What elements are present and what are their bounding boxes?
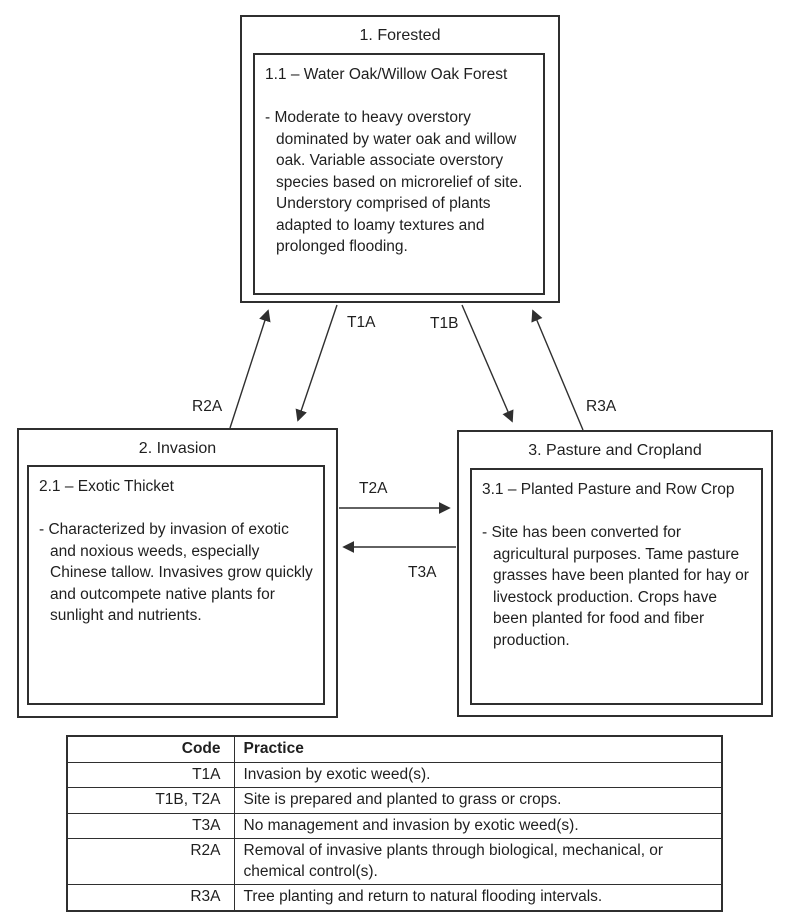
- community-box-exotic-thicket: [27, 465, 325, 705]
- state-box-invasion: [17, 428, 338, 718]
- transition-label-t1a: T1A: [347, 314, 376, 331]
- code-cell: T3A: [67, 813, 234, 839]
- table-row-t3a: [67, 813, 722, 839]
- practice-cell: Invasion by exotic weed(s).: [234, 762, 722, 788]
- table-header-row: [67, 736, 722, 762]
- table-row-t1b-t2a: [67, 788, 722, 814]
- code-cell: R3A: [67, 885, 234, 911]
- transition-label-t1b: T1B: [430, 315, 459, 332]
- table-header-code: Code: [67, 736, 234, 762]
- table-row-t1a: [67, 762, 722, 788]
- arrow-t1a-forested-to-invasion: [298, 305, 337, 420]
- code-cell: T1A: [67, 762, 234, 788]
- practice-cell: Removal of invasive plants through biological, mechanical, or chemical control(s).: [234, 839, 722, 885]
- arrow-r2a-invasion-to-forested: [230, 311, 268, 428]
- state-title-forested: 1. Forested: [359, 27, 441, 44]
- code-cell: T1B, T2A: [67, 788, 234, 814]
- community-description: - Site has been converted for agricultural purposes. Tame pasture grasses have been planted for hay or livestock production. Crops have been planted for food and fiber production.: [482, 524, 749, 649]
- table-header-practice: Practice: [234, 736, 722, 762]
- community-box-water-oak: [253, 53, 545, 295]
- practice-cell: No management and invasion by exotic weed(s).: [234, 813, 722, 839]
- community-description: - Moderate to heavy overstory dominated by water oak and willow oak. Variable associate overstory species based on microrelief of site. Understory comprised of plants adapted to loamy textures and prolonged flooding.: [265, 109, 523, 255]
- arrow-t1b-forested-to-pasture: [462, 305, 512, 421]
- table-row-r2a: [67, 839, 722, 885]
- transition-label-t2a: T2A: [359, 480, 388, 497]
- community-name: 1.1 – Water Oak/Willow Oak Forest: [265, 66, 508, 83]
- state-box-pasture-cropland: [457, 430, 773, 717]
- transition-label-r3a: R3A: [586, 398, 617, 415]
- arrow-r3a-pasture-to-forested: [533, 311, 583, 430]
- table-row-r3a: [67, 885, 722, 911]
- practice-table: [66, 735, 723, 912]
- community-name: 2.1 – Exotic Thicket: [39, 478, 174, 495]
- practice-cell: Site is prepared and planted to grass or crops.: [234, 788, 722, 814]
- community-box-planted-pasture: [470, 468, 763, 705]
- community-description: - Characterized by invasion of exotic and noxious weeds, especially Chinese tallow. Invasives grow quickly and outcompete native plants for sunlight and nutrients.: [39, 521, 313, 624]
- practice-cell: Tree planting and return to natural flooding intervals.: [234, 885, 722, 911]
- state-box-forested: [240, 15, 560, 303]
- transition-label-t3a: T3A: [408, 564, 437, 581]
- community-name: 3.1 – Planted Pasture and Row Crop: [482, 481, 735, 498]
- code-cell: R2A: [67, 839, 234, 885]
- state-title-invasion: 2. Invasion: [138, 440, 217, 457]
- transition-label-r2a: R2A: [192, 398, 223, 415]
- state-title-pasture-cropland: 3. Pasture and Cropland: [528, 442, 702, 459]
